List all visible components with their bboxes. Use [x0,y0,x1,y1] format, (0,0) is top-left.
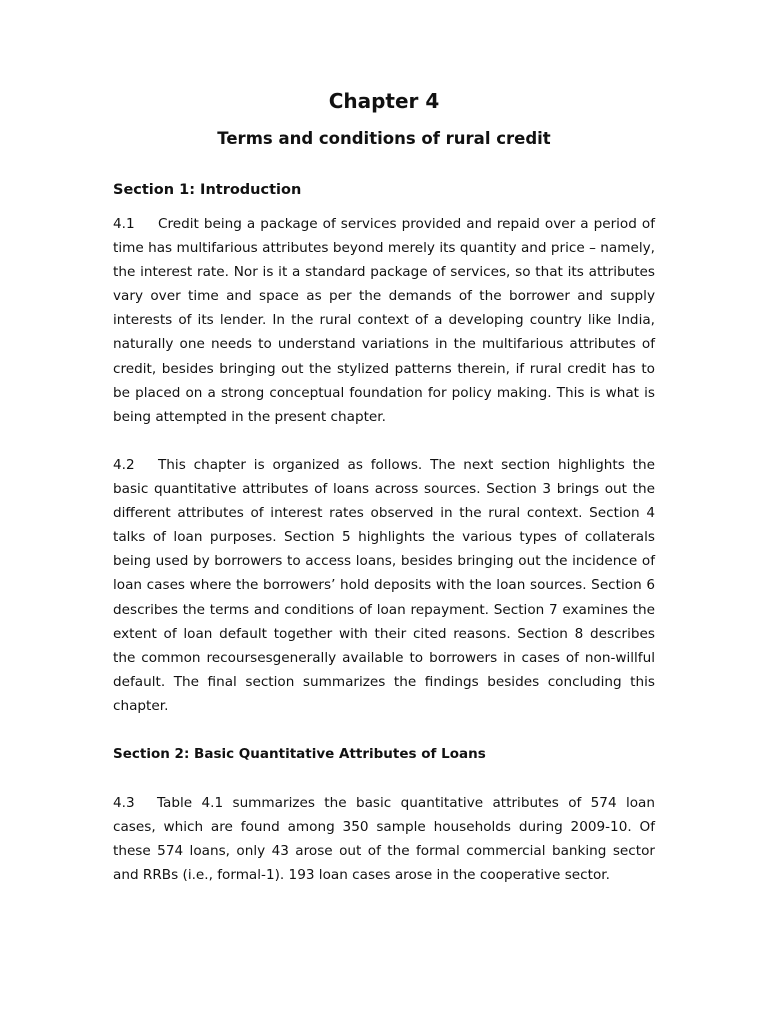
paragraph-text: Table 4.1 summarizes the basic quantitative attributes of 574 loan cases, which are found among 350 sample households during 2009-10. Of these 574 loans, only 43 arose out of the formal commercial banking sector and RRBs (i.e., formal-1). 193 loan cases arose in the cooperative sector. [113,795,655,884]
paragraph-text: Credit being a package of services provided and repaid over a period of time has multifarious attributes beyond merely its quantity and price – namely, the interest rate. Nor is it a standard package of services, so that its attributes vary over time and space as per the demands of the borrower and supply interests of its lender. In the rural context of a developing country like India, naturally one needs to understand variations in the multifarious attributes of credit, besides bringing out the stylized patterns therein, if rural credit has to be placed on a strong conceptual foundation for policy making. This is what is being attempted in the present chapter. [113,216,655,425]
paragraph-number: 4.3 [113,795,135,811]
section-heading-introduction: Section 1: Introduction [113,182,302,198]
paragraph-4-1 [113,212,655,429]
paragraph-number: 4.1 [113,216,135,232]
chapter-title: Chapter 4 [328,89,440,113]
paragraph-number: 4.2 [113,457,135,473]
chapter-subtitle: Terms and conditions of rural credit [217,129,551,148]
paragraph-4-2 [113,453,655,718]
paragraph-4-3 [113,791,655,887]
section-heading-basic-quantitative: Section 2: Basic Quantitative Attributes of Loans [113,746,486,762]
paragraph-text: This chapter is organized as follows. The next section highlights the basic quantitative attributes of loans across sources. Section 3 brings out the different attributes of interest rates observed in the rural context. Section 4 talks of loan purposes. Section 5 highlights the various types of collaterals being used by borrowers to access loans, besides bringing out the incidence of loan cases where the borrowers’ hold deposits with the loan sources. Section 6 describes the terms and conditions of loan repayment. Section 7 examines the extent of loan default together with their cited reasons. Section 8 describes the common recoursesgenerally available to borrowers in cases of non-willful default. The final section summarizes the findings besides concluding this chapter. [113,457,655,714]
